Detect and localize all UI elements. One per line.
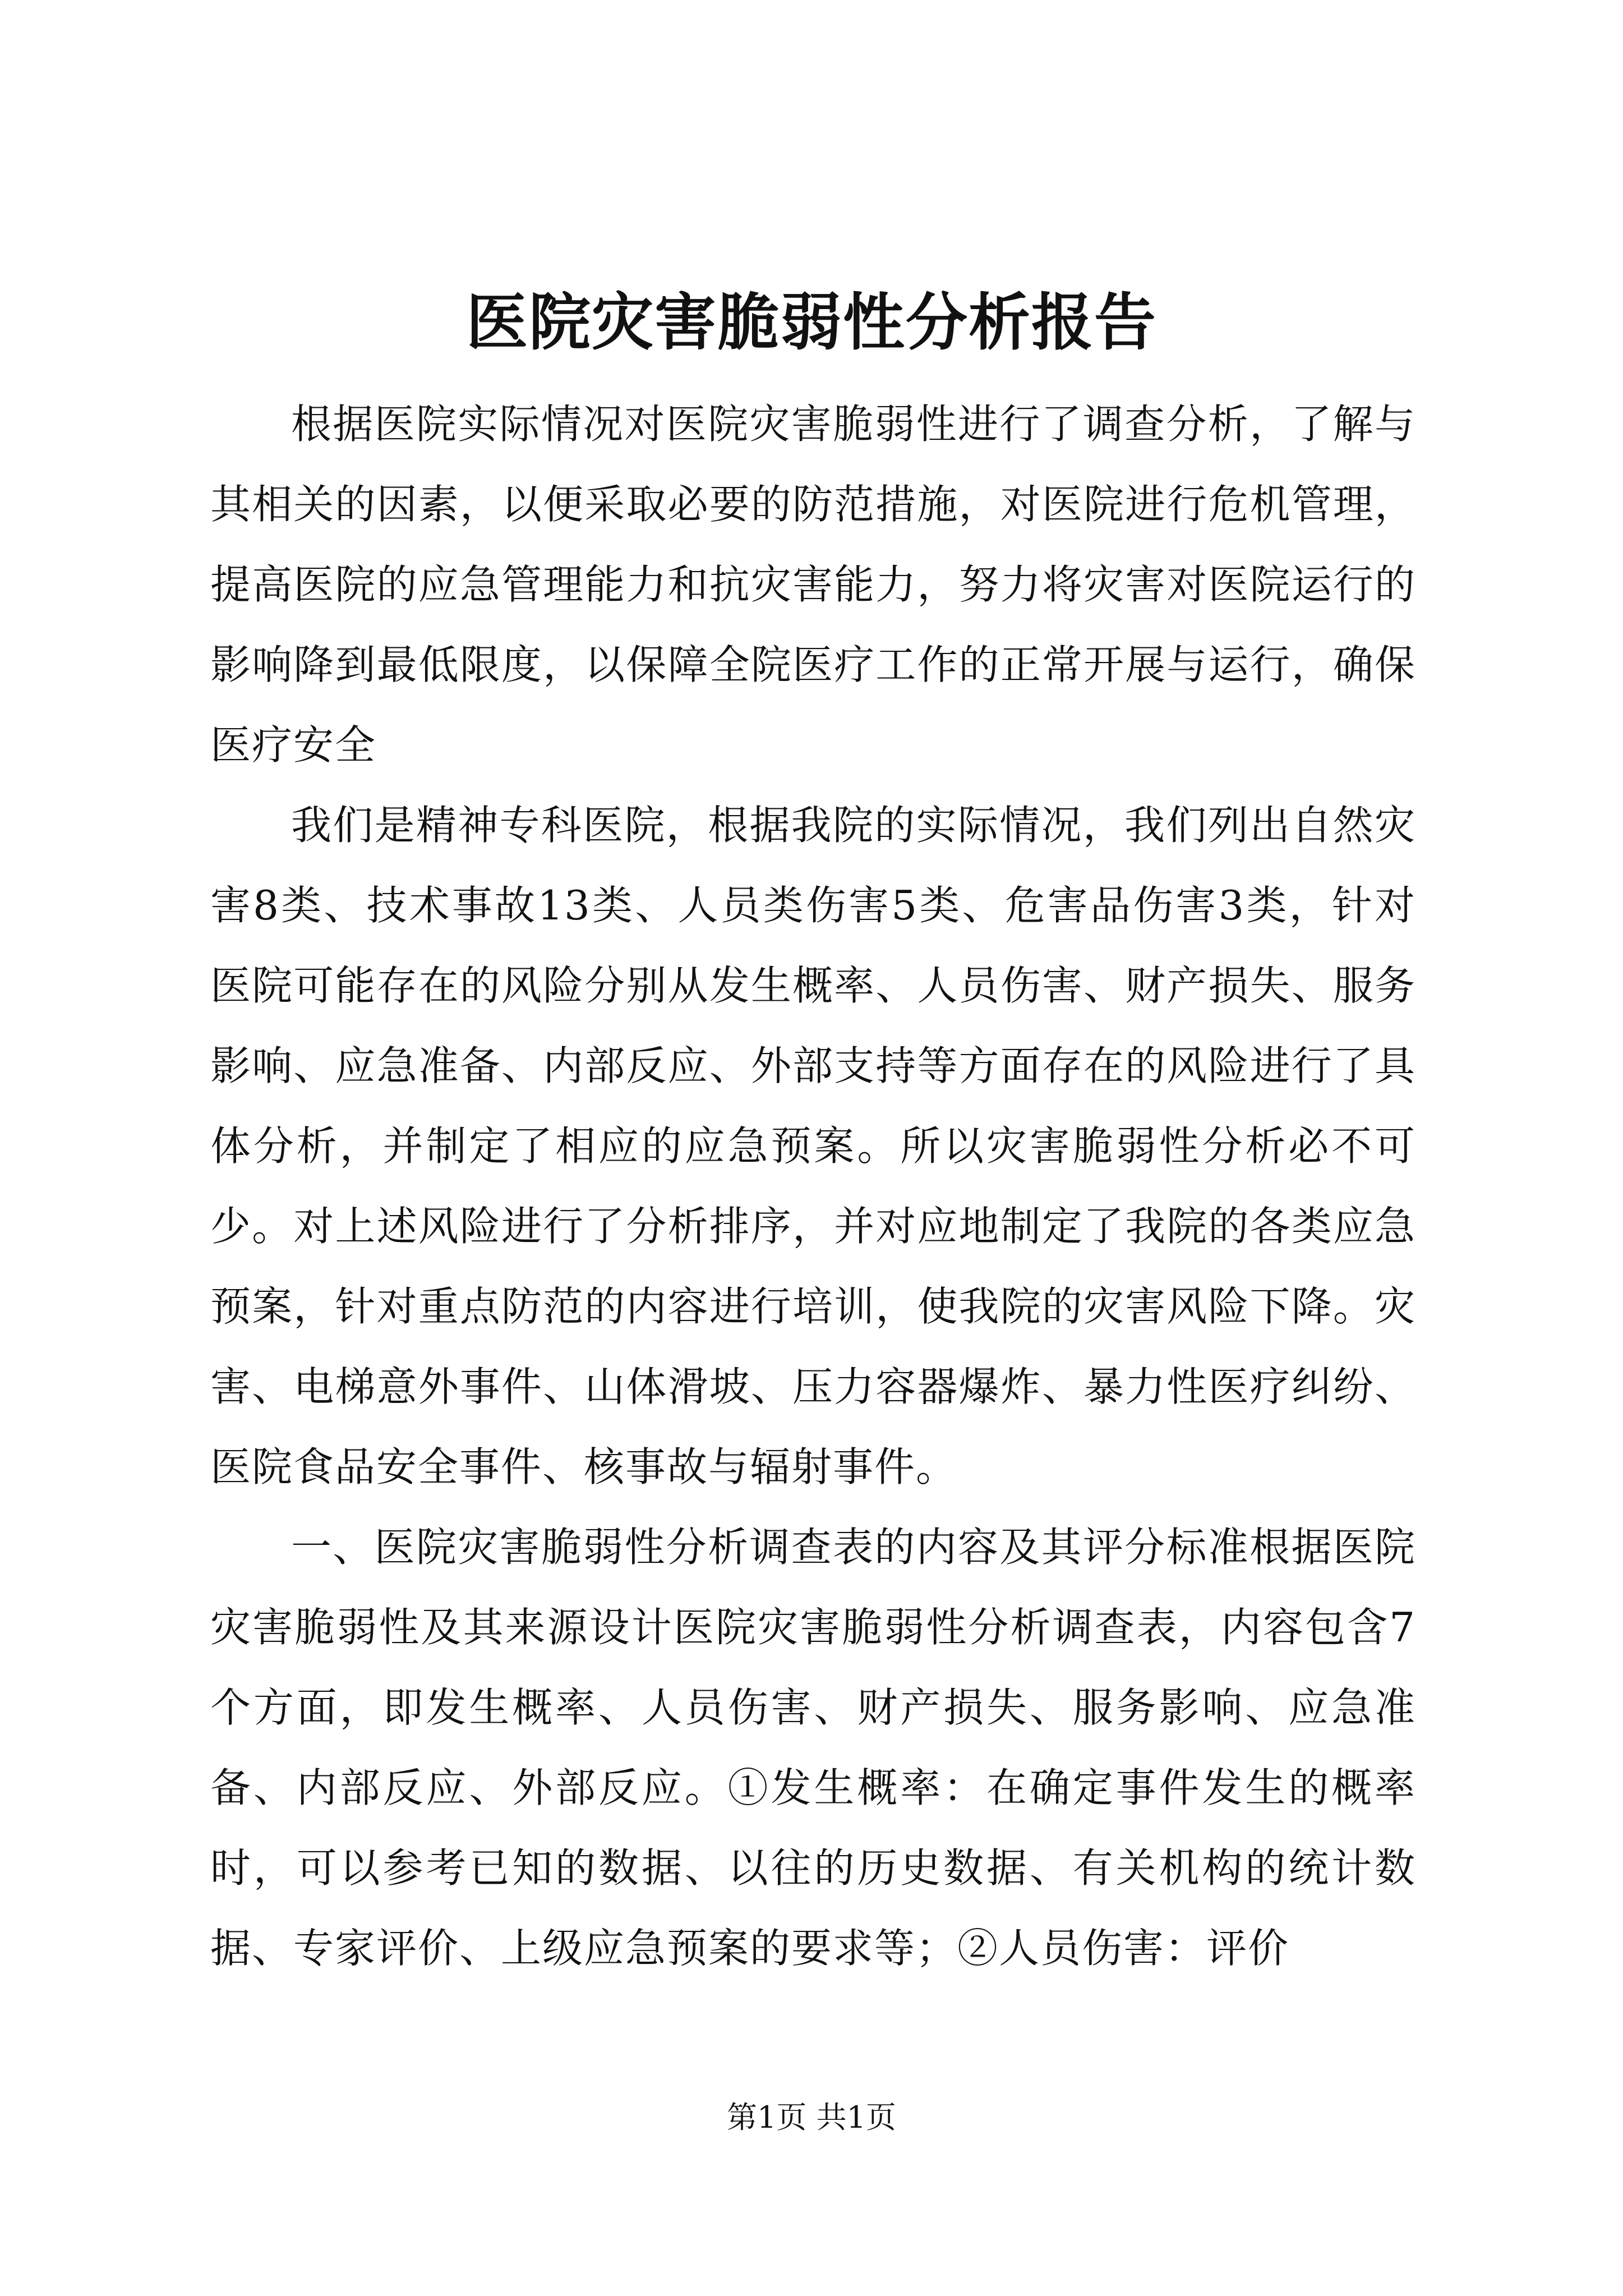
document-body: [210, 384, 1416, 1989]
document-title: 医院灾害脆弱性分析报告: [466, 286, 1157, 358]
paragraph: 我们是精神专科医院，根据我院的实际情况，我们列出自然灾害8类、技术事故13类、人员类伤害5类、危害品伤害3类，针对医院可能存在的风险分别从发生概率、人员伤害、财产损失、服务影响、应急准备、内部反应、外部支持等方面存在的风险进行了具体分析，并制定了相应的应急预案。所以灾害脆弱性分析必不可少。对上述风险进行了分析排序，并对应地制定了我院的各类应急预案，针对重点防范的内容进行培训，使我院的灾害风险下降。灾害、电梯意外事件、山体滑坡、压力容器爆炸、暴力性医疗纠纷、医院食品安全事件、核事故与辐射事件。: [210, 802, 1416, 1490]
paragraph: 一、医院灾害脆弱性分析调查表的内容及其评分标准根据医院灾害脆弱性及其来源设计医院灾害脆弱性分析调查表，内容包含7个方面，即发生概率、人员伤害、财产损失、服务影响、应急准备、内部反应、外部反应。①发生概率：在确定事件发生的概率时，可以参考已知的数据、以往的历史数据、有关机构的统计数据、专家评价、上级应急预案的要求等；②人员伤害：评价: [210, 1524, 1416, 1972]
paragraph: 根据医院实际情况对医院灾害脆弱性进行了调查分析，了解与其相关的因素，以便采取必要的防范措施，对医院进行危机管理，提高医院的应急管理能力和抗灾害能力，努力将灾害对医院运行的影响降到最低限度，以保障全院医疗工作的正常开展与运行，确保医疗安全: [210, 401, 1416, 769]
page-footer: 第1页 共1页: [727, 2100, 896, 2135]
